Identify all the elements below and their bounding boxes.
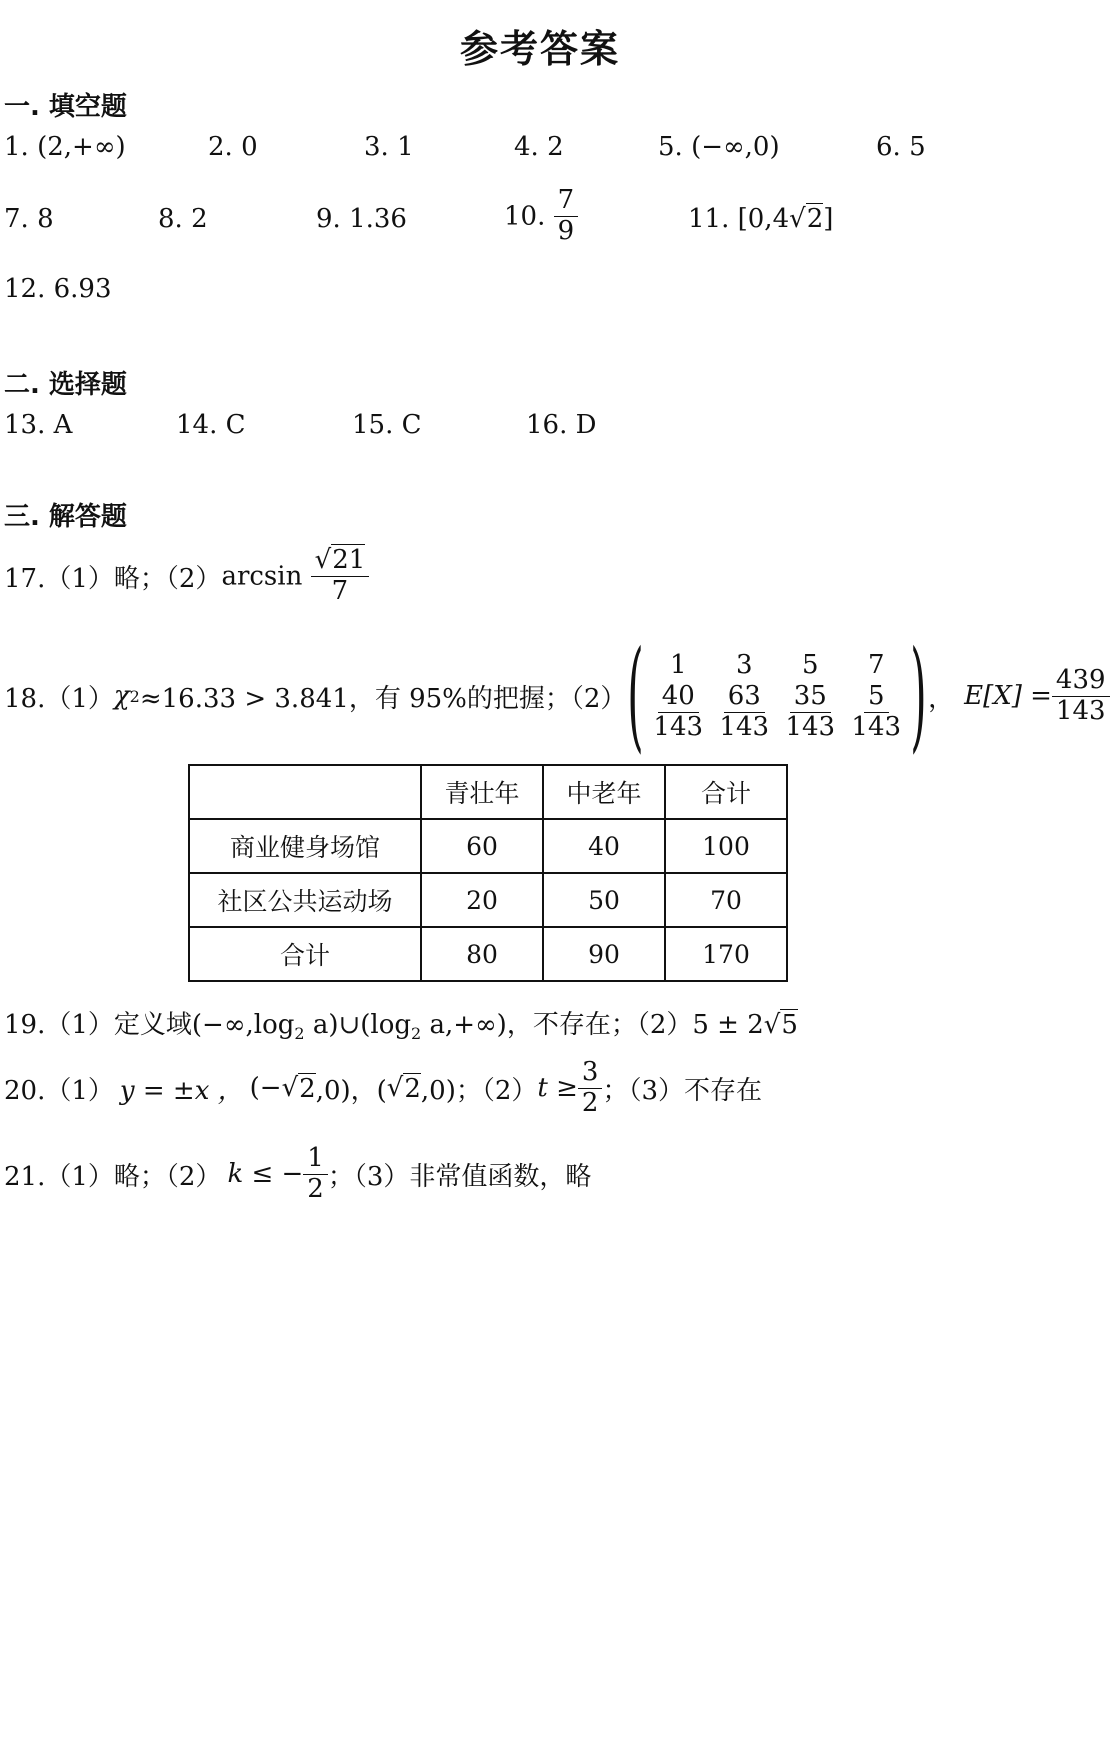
answer-16: 16. D: [526, 410, 597, 440]
answer-1: 1. (2,+∞): [4, 132, 126, 162]
answer-5: 5. (−∞,0): [658, 132, 780, 162]
answer-15: 15. C: [352, 410, 422, 440]
answer-12: 12. 6.93: [4, 274, 112, 304]
section-fill-heading: 一. 填空题: [4, 92, 127, 122]
answer-4: 4. 2: [514, 132, 564, 162]
answer-9: 9. 1.36: [316, 204, 407, 234]
section-solve-heading: 三. 解答题: [4, 502, 127, 532]
answer-13: 13. A: [4, 410, 73, 440]
table-row: 社区公共运动场 20 50 70: [189, 873, 787, 927]
answer-20: 20.（1） y = ±x ， (− √ 2 ,0)，( √ 2 ,0)；（2） t ≥ $\frac{3}{2}$ ；（3）不存在: [4, 1057, 763, 1118]
answer-14: 14. C: [176, 410, 246, 440]
page-title: 参考答案: [459, 26, 620, 71]
table-header-row: 青壮年 中老年 合计: [189, 765, 787, 819]
contingency-table: [188, 764, 788, 982]
answer-19: 19.（1）定义域($-\infty,\log_2$ $a)\cup(\log_2$ a,+∞)，不存在；（2）5 ± 2√5: [4, 1010, 798, 1043]
answer-10: 10. $\frac{7}{9}$: [504, 186, 578, 247]
answer-11: 11. [0,4√2]: [688, 204, 834, 234]
answer-8: 8. 2: [158, 204, 208, 234]
distribution-matrix: 1 3 5 7 $\frac{40}{143}$ $\frac{63}{143}$ $\frac{35}{143}$ $\frac{5}{143}$: [653, 649, 902, 742]
answer-18: 18.（1） χ 2 ≈16.33 > 3.841，有 95%的把握；（2） ( 1 3 5 7 $\frac{40}{143}$ $\frac{63}{143}$ $\frac{35}{143}$ $\frac{5}{143}$ ) ， E[X] = $\frac{439}{143}$: [4, 636, 1110, 756]
table-row: 合计 80 90 170: [189, 927, 787, 981]
answer-3: 3. 1: [364, 132, 414, 162]
answer-2: 2. 0: [208, 132, 258, 162]
answer-6: 6. 5: [876, 132, 926, 162]
answer-17: 17.（1）略；（2）arcsin $\frac{√21}{7}$: [4, 546, 369, 607]
answer-21: 21.（1）略；（2） k ≤ − $\frac{1}{2}$ ；（3）非常值函数，略: [4, 1143, 592, 1204]
section-choice-heading: 二. 选择题: [4, 370, 127, 400]
answer-7: 7. 8: [4, 204, 54, 234]
table-row: 商业健身场馆 60 40 100: [189, 819, 787, 873]
